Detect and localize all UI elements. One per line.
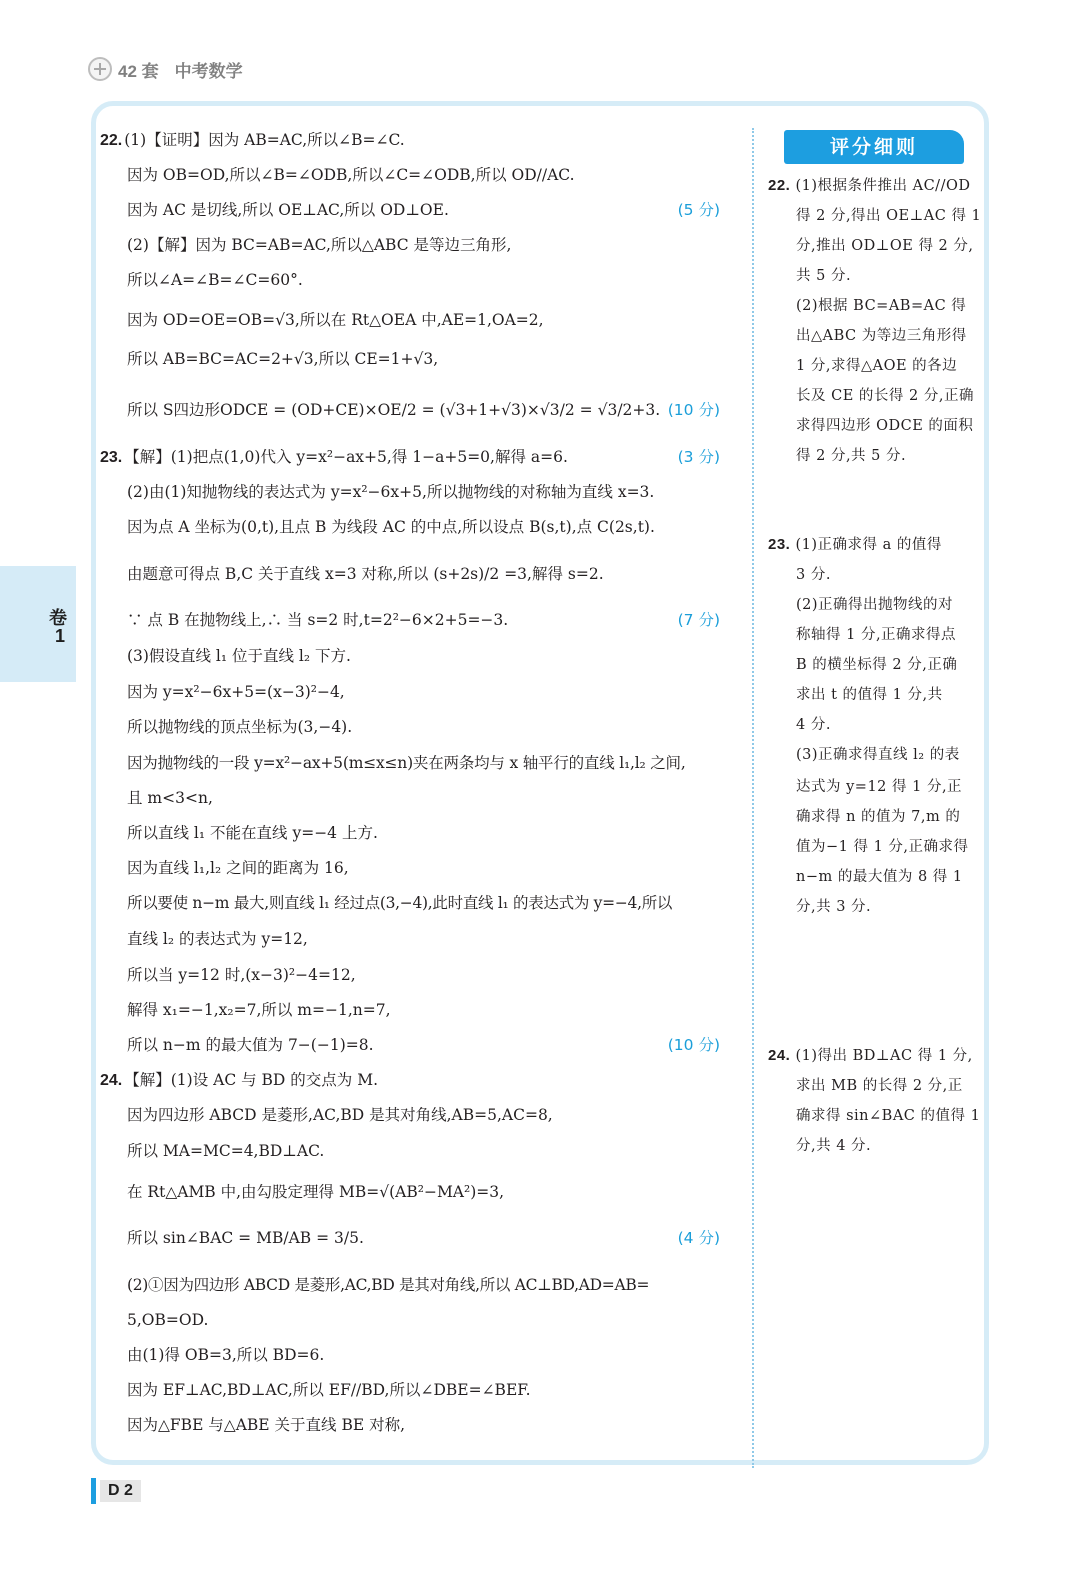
page-footer — [91, 1478, 141, 1504]
solution-line: 23. 【解】(1)把点(1,0)代入 y=x²−ax+5,得 1−a+5=0,解得 a=6. — [100, 448, 568, 466]
rubric-line: 确求得 sin∠BAC 的值得 1 — [796, 1108, 981, 1124]
side-tab-label: 卷 — [49, 608, 67, 628]
solution-line: 因为 EF⊥AC,BD⊥AC,所以 EF//BD,所以∠DBE=∠BEF. — [127, 1381, 531, 1399]
solution-line: 5,OB=OD. — [127, 1311, 209, 1329]
rubric-title: 评分细则 — [784, 130, 964, 164]
solution-line: 因为 OB=OD,所以∠B=∠ODB,所以∠C=∠ODB,所以 OD//AC. — [127, 166, 575, 184]
column-divider — [752, 128, 754, 1468]
solution-line: 因为直线 l₁,l₂ 之间的距离为 16, — [127, 859, 349, 877]
solution-line: 所以 sin∠BAC = MB/AB = 3/5. — [127, 1229, 364, 1247]
rubric-line: 分,推出 OD⊥OE 得 2 分, — [796, 238, 974, 254]
solution-line: (2)【解】因为 BC=AB=AC,所以△ABC 是等边三角形, — [127, 236, 512, 254]
solution-line: 因为 y=x²−6x+5=(x−3)²−4, — [127, 683, 345, 701]
score-label: (5 分) — [677, 201, 720, 219]
solution-line: 所以 n−m 的最大值为 7−(−1)=8. — [127, 1036, 374, 1054]
solution-line: 所以 AB=BC=AC=2+√3,所以 CE=1+√3, — [127, 350, 439, 368]
rubric-line: B 的横坐标得 2 分,正确 — [796, 657, 958, 673]
solution-line: 所以∠A=∠B=∠C=60°. — [127, 271, 303, 289]
solution-line: 在 Rt△AMB 中,由勾股定理得 MB=√(AB²−MA²)=3, — [127, 1183, 505, 1201]
solution-line: 由题意可得点 B,C 关于直线 x=3 对称,所以 (s+2s)/2 =3,解得 s=2. — [127, 565, 604, 583]
rubric-line: 求出 MB 的长得 2 分,正 — [796, 1078, 963, 1094]
solution-line: 所以 S四边形ODCE = (OD+CE)×OE/2 = (√3+1+√3)×√3/2 = √3/2+3. — [127, 401, 661, 419]
rubric-line: 分,共 4 分. — [796, 1138, 872, 1154]
side-tab-number: 1 — [55, 626, 66, 646]
rubric-line: 1 分,求得△AOE 的各边 — [796, 358, 958, 374]
solution-line: ∵ 点 B 在抛物线上,∴ 当 s=2 时,t=2²−6×2+5=−3. — [127, 611, 509, 629]
solution-line: 因为△FBE 与△ABE 关于直线 BE 对称, — [127, 1416, 406, 1434]
solution-line: 24. 【解】(1)设 AC 与 BD 的交点为 M. — [100, 1071, 379, 1089]
solution-line: 直线 l₂ 的表达式为 y=12, — [127, 930, 308, 948]
solution-line: 所以当 y=12 时,(x−3)²−4=12, — [127, 966, 356, 984]
solution-line: 且 m<3<n, — [127, 789, 213, 807]
header-subject: 中考数学 — [174, 61, 243, 81]
score-label: (7 分) — [677, 611, 720, 629]
rubric-line: (2)正确得出抛物线的对 — [796, 597, 954, 613]
rubric-line: 23. (1)正确求得 a 的值得 — [768, 536, 942, 553]
solution-line: 所以直线 l₁ 不能在直线 y=−4 上方. — [127, 824, 378, 842]
solution-line: 因为 OD=OE=OB=√3,所以在 Rt△OEA 中,AE=1,OA=2, — [127, 311, 544, 329]
score-label: (10 分) — [667, 401, 720, 419]
solution-line: (3)假设直线 l₁ 位于直线 l₂ 下方. — [127, 647, 351, 665]
rubric-line: (3)正确求得直线 l₂ 的表 — [796, 747, 960, 763]
score-label: (3 分) — [677, 448, 720, 466]
solution-line: 因为 AC 是切线,所以 OE⊥AC,所以 OD⊥OE. — [127, 201, 449, 219]
book-logo-icon — [88, 57, 112, 81]
rubric-line: 求得四边形 ODCE 的面积 — [796, 418, 974, 434]
volume-side-tab — [0, 566, 76, 682]
rubric-line: 称轴得 1 分,正确求得点 — [796, 627, 957, 643]
rubric-line: 值为−1 得 1 分,正确求得 — [796, 839, 969, 855]
rubric-line: 确求得 n 的值为 7,m 的 — [796, 809, 961, 825]
rubric-line: 求出 t 的值得 1 分,共 — [796, 687, 943, 703]
solution-line: 解得 x₁=−1,x₂=7,所以 m=−1,n=7, — [127, 1001, 391, 1019]
rubric-line: 22. (1)根据条件推出 AC//OD — [768, 177, 971, 194]
rubric-line: 出△ABC 为等边三角形得 — [796, 328, 967, 344]
solution-line: (2)由(1)知抛物线的表达式为 y=x²−6x+5,所以抛物线的对称轴为直线 x=3. — [127, 483, 655, 501]
rubric-line: 3 分. — [796, 567, 831, 583]
solution-line: 因为抛物线的一段 y=x²−ax+5(m≤x≤n)夹在两条均与 x 轴平行的直线 l₁,l₂ 之间, — [127, 754, 686, 772]
rubric-line: 4 分. — [796, 717, 831, 733]
rubric-line: 得 2 分,共 5 分. — [796, 448, 907, 464]
rubric-line: 分,共 3 分. — [796, 899, 872, 915]
rubric-line: 24. (1)得出 BD⊥AC 得 1 分, — [768, 1047, 973, 1064]
score-label: (10 分) — [667, 1036, 720, 1054]
rubric-line: 长及 CE 的长得 2 分,正确 — [796, 388, 974, 404]
solution-line: 因为点 A 坐标为(0,t),且点 B 为线段 AC 的中点,所以设点 B(s,t),点 C(2s,t). — [127, 518, 655, 536]
rubric-line: 达式为 y=12 得 1 分,正 — [796, 779, 963, 795]
page-number: D 2 — [100, 1480, 141, 1502]
solution-line: 22. (1)【证明】因为 AB=AC,所以∠B=∠C. — [100, 131, 405, 149]
solution-line: 所以抛物线的顶点坐标为(3,−4). — [127, 718, 353, 736]
solution-line: 所以要使 n−m 最大,则直线 l₁ 经过点(3,−4),此时直线 l₁ 的表达式为 y=−4,所以 — [127, 894, 673, 912]
rubric-line: 共 5 分. — [796, 268, 852, 284]
footer-accent-bar — [91, 1478, 96, 1504]
solution-line: 由(1)得 OB=3,所以 BD=6. — [127, 1346, 325, 1364]
rubric-line: (2)根据 BC=AB=AC 得 — [796, 298, 967, 314]
solution-line: 所以 MA=MC=4,BD⊥AC. — [127, 1142, 325, 1160]
page-header — [88, 54, 243, 84]
header-sets: 42 套 — [118, 61, 159, 81]
rubric-line: 得 2 分,得出 OE⊥AC 得 1 — [796, 208, 982, 224]
score-label: (4 分) — [677, 1229, 720, 1247]
solution-line: (2)①因为四边形 ABCD 是菱形,AC,BD 是其对角线,所以 AC⊥BD,AD=AB= — [127, 1276, 650, 1294]
solution-line: 因为四边形 ABCD 是菱形,AC,BD 是其对角线,AB=5,AC=8, — [127, 1106, 553, 1124]
rubric-line: n−m 的最大值为 8 得 1 — [796, 869, 963, 885]
